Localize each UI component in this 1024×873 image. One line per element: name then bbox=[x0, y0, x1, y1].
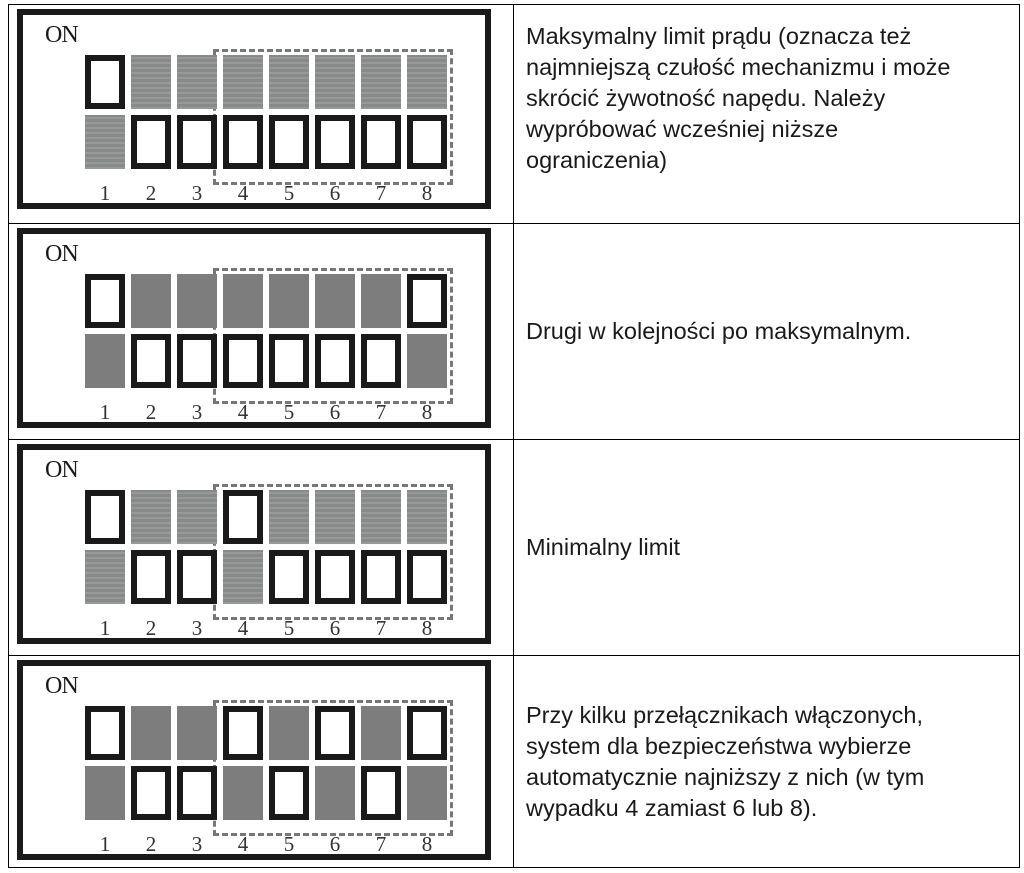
switch-2-slot-upper bbox=[131, 706, 171, 760]
dip-switch-cell bbox=[9, 656, 514, 867]
switch-8-slot-lower bbox=[407, 766, 447, 820]
description-text: Minimalny limit bbox=[526, 534, 681, 560]
description-cell bbox=[514, 656, 1019, 867]
switch-3-knob-off bbox=[177, 115, 217, 169]
switch-6-slot-lower bbox=[315, 766, 355, 820]
switch-4-slot-upper bbox=[223, 274, 263, 328]
switch-number-label: 4 bbox=[237, 400, 249, 424]
table-row bbox=[9, 5, 1019, 223]
dip-switch-diagram bbox=[17, 444, 491, 644]
switch-number-label: 7 bbox=[375, 181, 387, 205]
switch-number-label: 1 bbox=[99, 181, 111, 205]
dip-switch-diagram bbox=[17, 228, 491, 428]
switch-5-knob-off bbox=[269, 334, 309, 388]
switch-8-knob-off bbox=[407, 115, 447, 169]
description-text: Przy kilku przełącznikach włączonych, system dla bezpieczeństwa wybierze automatycznie najniższy z nich (w tym wypadku 4 zamiast 6 lub 8). bbox=[526, 701, 925, 821]
switch-number-label: 2 bbox=[145, 400, 157, 424]
switch-2-knob-off bbox=[131, 766, 171, 820]
switch-1-slot-lower bbox=[85, 766, 125, 820]
switch-number-label: 4 bbox=[237, 832, 249, 856]
switch-number-label: 2 bbox=[145, 832, 157, 856]
switch-3-knob-off bbox=[177, 766, 217, 820]
switch-number-label: 1 bbox=[99, 616, 111, 640]
dip-switch-cell bbox=[9, 440, 514, 655]
switch-7-slot-upper bbox=[361, 706, 401, 760]
switch-7-slot-upper bbox=[361, 55, 401, 109]
switch-3-slot-upper bbox=[177, 490, 217, 544]
description-cell bbox=[514, 224, 1019, 439]
switch-6-slot-upper bbox=[315, 55, 355, 109]
on-label: ON bbox=[45, 22, 78, 48]
switch-number-label: 8 bbox=[421, 400, 433, 424]
switch-number-label: 5 bbox=[283, 400, 295, 424]
switch-6-knob-off bbox=[315, 334, 355, 388]
switch-4-knob-on bbox=[223, 490, 263, 544]
dip-switch-diagram bbox=[17, 9, 491, 209]
switch-4-slot-upper bbox=[223, 55, 263, 109]
on-label: ON bbox=[45, 673, 78, 699]
switch-number-label: 5 bbox=[283, 616, 295, 640]
switch-number-label: 6 bbox=[329, 181, 341, 205]
switch-2-knob-off bbox=[131, 334, 171, 388]
switch-6-knob-on bbox=[315, 706, 355, 760]
switch-3-knob-off bbox=[177, 334, 217, 388]
switch-1-knob-on bbox=[85, 274, 125, 328]
switch-8-knob-on bbox=[407, 274, 447, 328]
switch-number-label: 2 bbox=[145, 181, 157, 205]
description-cell bbox=[514, 440, 1019, 655]
switch-number-label: 8 bbox=[421, 832, 433, 856]
switch-1-knob-on bbox=[85, 55, 125, 109]
switch-8-slot-upper bbox=[407, 490, 447, 544]
dip-switch-table bbox=[8, 4, 1020, 868]
on-label: ON bbox=[45, 457, 78, 483]
switch-8-slot-upper bbox=[407, 55, 447, 109]
switch-number-label: 3 bbox=[191, 616, 203, 640]
switch-number-label: 4 bbox=[237, 181, 249, 205]
switch-3-knob-off bbox=[177, 550, 217, 604]
table-row bbox=[9, 655, 1019, 867]
switch-number-label: 1 bbox=[99, 832, 111, 856]
switch-6-knob-off bbox=[315, 115, 355, 169]
switch-4-slot-lower bbox=[223, 766, 263, 820]
table-row bbox=[9, 223, 1019, 439]
switch-number-label: 7 bbox=[375, 832, 387, 856]
switch-1-knob-on bbox=[85, 490, 125, 544]
description-text: Drugi w kolejności po maksymalnym. bbox=[526, 318, 912, 344]
switch-7-knob-off bbox=[361, 115, 401, 169]
switch-7-knob-off bbox=[361, 766, 401, 820]
switch-number-label: 1 bbox=[99, 400, 111, 424]
dip-switch-diagram bbox=[17, 660, 491, 860]
switch-5-knob-off bbox=[269, 115, 309, 169]
dip-switch-cell bbox=[9, 5, 514, 223]
switch-number-label: 3 bbox=[191, 400, 203, 424]
switch-number-label: 7 bbox=[375, 616, 387, 640]
switch-1-slot-lower bbox=[85, 550, 125, 604]
switch-number-label: 8 bbox=[421, 616, 433, 640]
switch-number-label: 5 bbox=[283, 181, 295, 205]
switch-7-knob-off bbox=[361, 334, 401, 388]
switch-number-label: 7 bbox=[375, 400, 387, 424]
description-cell bbox=[514, 5, 1019, 223]
switch-number-label: 8 bbox=[421, 181, 433, 205]
switch-4-knob-off bbox=[223, 115, 263, 169]
switch-1-slot-lower bbox=[85, 115, 125, 169]
switch-4-slot-lower bbox=[223, 550, 263, 604]
switch-5-slot-upper bbox=[269, 706, 309, 760]
switch-2-knob-off bbox=[131, 115, 171, 169]
description-text: Maksymalny limit prądu (oznacza też najmniejszą czułość mechanizmu i może skrócić żywotność napędu. Należy wypróbować wcześniej niższe ograniczenia) bbox=[526, 23, 951, 173]
switch-4-knob-off bbox=[223, 334, 263, 388]
switch-5-knob-off bbox=[269, 550, 309, 604]
switch-8-knob-on bbox=[407, 706, 447, 760]
switch-4-knob-on bbox=[223, 706, 263, 760]
switch-3-slot-upper bbox=[177, 706, 217, 760]
table-row bbox=[9, 439, 1019, 655]
dip-switch-cell bbox=[9, 224, 514, 439]
switch-6-knob-off bbox=[315, 550, 355, 604]
switch-2-slot-upper bbox=[131, 274, 171, 328]
switch-5-slot-upper bbox=[269, 490, 309, 544]
switch-6-slot-upper bbox=[315, 490, 355, 544]
switch-5-knob-off bbox=[269, 766, 309, 820]
switch-5-slot-upper bbox=[269, 274, 309, 328]
switch-2-knob-off bbox=[131, 550, 171, 604]
switch-number-label: 5 bbox=[283, 832, 295, 856]
switch-2-slot-upper bbox=[131, 490, 171, 544]
switch-8-slot-lower bbox=[407, 334, 447, 388]
switch-6-slot-upper bbox=[315, 274, 355, 328]
switch-number-label: 2 bbox=[145, 616, 157, 640]
switch-7-slot-upper bbox=[361, 274, 401, 328]
switch-number-label: 6 bbox=[329, 400, 341, 424]
switch-1-knob-on bbox=[85, 706, 125, 760]
switch-7-knob-off bbox=[361, 550, 401, 604]
switch-5-slot-upper bbox=[269, 55, 309, 109]
switch-number-label: 3 bbox=[191, 832, 203, 856]
switch-number-label: 6 bbox=[329, 616, 341, 640]
switch-number-label: 3 bbox=[191, 181, 203, 205]
switch-1-slot-lower bbox=[85, 334, 125, 388]
switch-2-slot-upper bbox=[131, 55, 171, 109]
switch-7-slot-upper bbox=[361, 490, 401, 544]
switch-8-knob-off bbox=[407, 550, 447, 604]
switch-number-label: 4 bbox=[237, 616, 249, 640]
switch-number-label: 6 bbox=[329, 832, 341, 856]
on-label: ON bbox=[45, 241, 78, 267]
switch-3-slot-upper bbox=[177, 274, 217, 328]
switch-3-slot-upper bbox=[177, 55, 217, 109]
